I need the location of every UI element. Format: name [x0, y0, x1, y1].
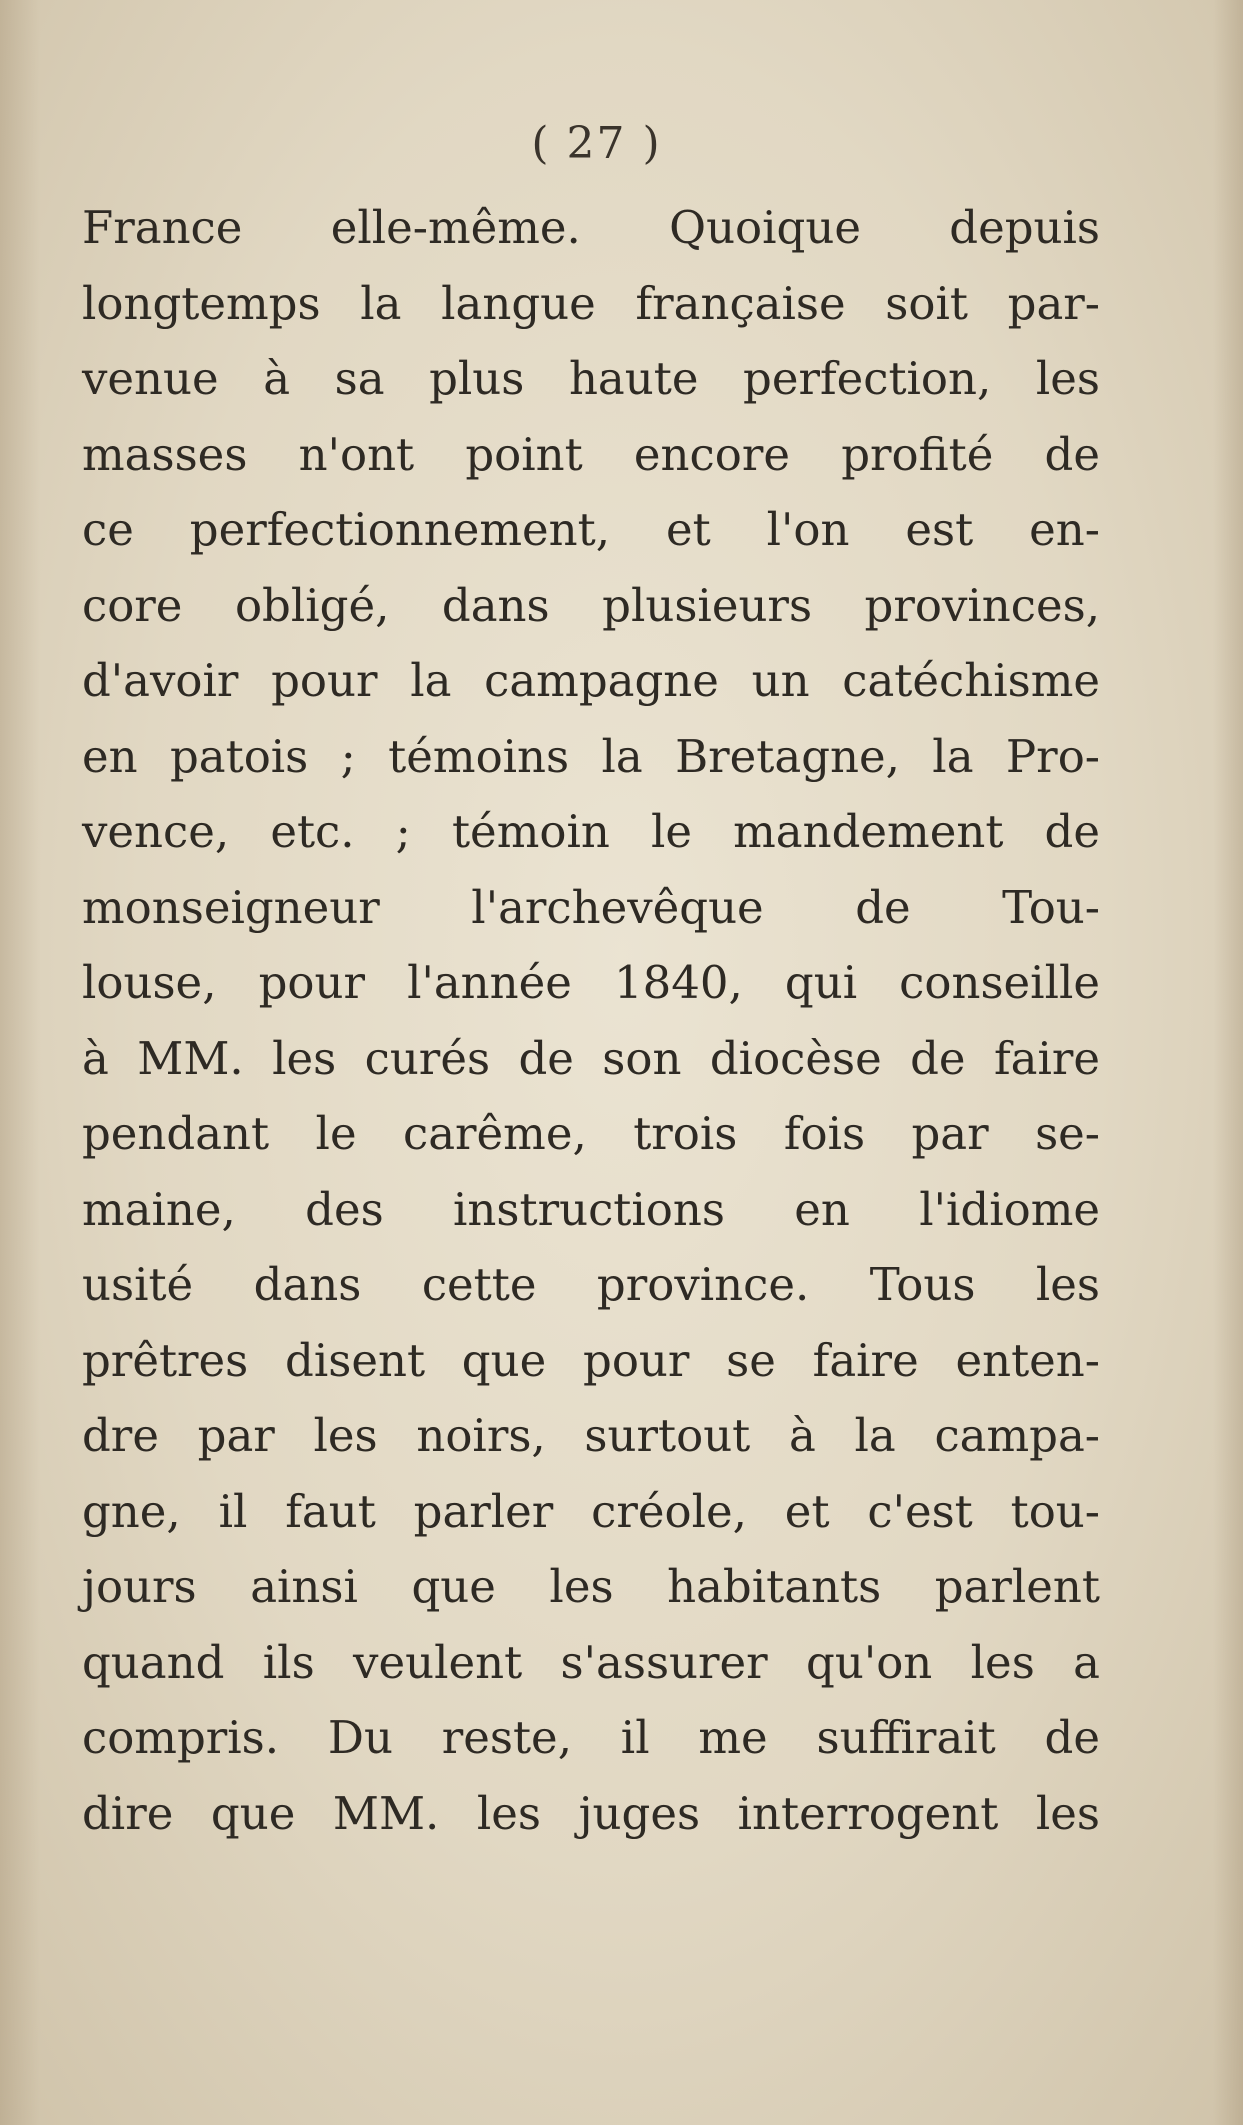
text-line: dire que MM. les juges interrogent les [82, 1786, 1100, 1840]
page-edge-shadow-right [1213, 0, 1243, 2125]
text-line: en patois ; témoins la Bretagne, la Pro- [82, 729, 1100, 783]
text-line: gne, il faut parler créole, et c'est tou- [82, 1484, 1100, 1538]
text-line: masses n'ont point encore profité de [82, 427, 1100, 481]
text-line: venue à sa plus haute perfection, les [82, 352, 1100, 405]
text-line: compris. Du reste, il me suffirait de [82, 1711, 1100, 1764]
text-line: France elle-même. Quoique depuis [82, 201, 1100, 254]
text-line: vence, etc. ; témoin le mandement de [82, 805, 1100, 858]
text-line: d'avoir pour la campagne un catéchisme [82, 654, 1100, 707]
text-line: core obligé, dans plusieurs provinces, [82, 578, 1100, 632]
text-line: dre par les noirs, surtout à la campa- [82, 1409, 1100, 1462]
text-line: monseigneur l'archevêque de Tou- [82, 880, 1100, 934]
body-text [82, 190, 1100, 1851]
text-line: maine, des instructions en l'idiome [82, 1182, 1100, 1236]
text-line: longtemps la langue française soit par- [82, 276, 1100, 330]
page-number: ( 27 ) [531, 118, 662, 169]
text-line: quand ils veulent s'assurer qu'on les a [82, 1635, 1100, 1689]
text-line: ce perfectionnement, et l'on est en- [82, 503, 1100, 556]
page-edge-shadow-left [0, 0, 40, 2125]
text-line: jours ainsi que les habitants parlent [82, 1560, 1100, 1613]
text-line: usité dans cette province. Tous les [82, 1258, 1100, 1311]
text-line: pendant le carême, trois fois par se- [82, 1107, 1100, 1160]
text-line: prêtres disent que pour se faire enten- [82, 1333, 1100, 1387]
text-line: louse, pour l'année 1840, qui conseille [82, 956, 1100, 1009]
text-line: à MM. les curés de son diocèse de faire [82, 1031, 1100, 1085]
